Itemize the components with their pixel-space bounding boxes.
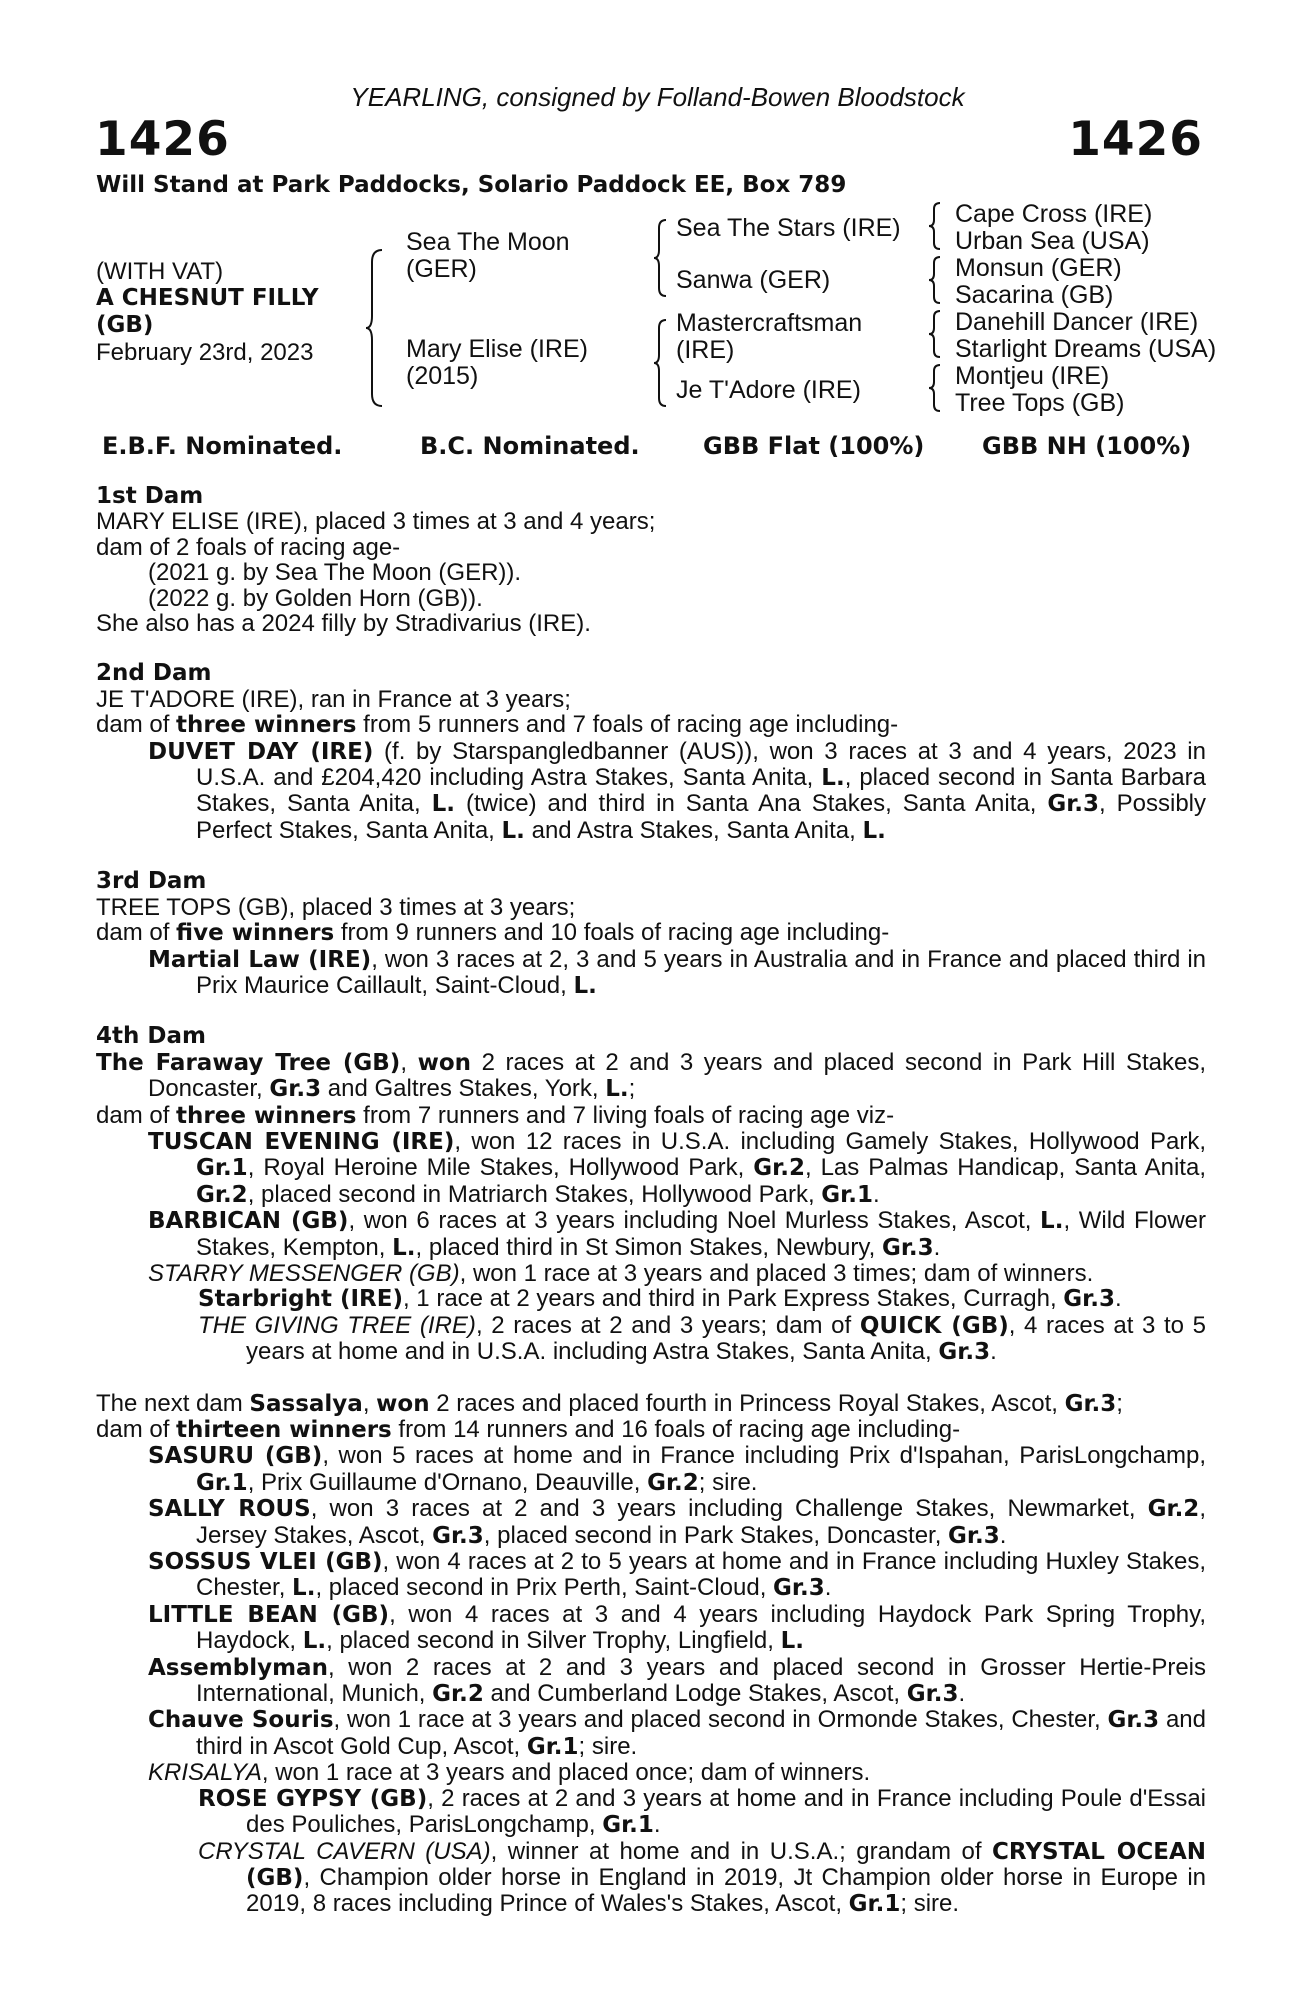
first-dam-heading: 1st Dam (96, 483, 204, 509)
pedigree-dsd: Starlight Dreams (USA) (955, 335, 1217, 363)
pedigree-dss: Danehill Dancer (IRE) (955, 308, 1199, 336)
fourth-dam-line: dam of three winners from 7 runners and 7 living foals of racing age viz- (96, 1101, 895, 1129)
third-dam-line: dam of five winners from 9 runners and 10 foals of racing age including- (96, 919, 890, 947)
progeny-entry: Starbright (IRE), 1 race at 2 years and third in Park Express Stakes, Curragh, Gr.3. (198, 1285, 1122, 1313)
sire-sire: Sea The Stars (IRE) (676, 214, 901, 242)
first-dam-foal: (2021 g. by Sea The Moon (GER)). (148, 559, 522, 587)
second-dam-heading: 2nd Dam (96, 660, 212, 687)
pedigree-sdd: Sacarina (GB) (955, 281, 1114, 309)
fourth-dam-heading: 4th Dam (96, 1023, 206, 1050)
pedigree-brace-3 (929, 309, 943, 359)
progeny-entry: Martial Law (IRE), won 3 races at 2, 3 and 5 years in Australia and in France and placed third in Prix Maurice Caillault, Saint-Cloud, L. (148, 945, 1206, 999)
progeny-entry: ROSE GYPSY (GB), 2 races at 2 and 3 years at home and in France including Poule d'Essai des Pouliches, ParisLongchamp, Gr.1. (198, 1784, 1206, 1839)
progeny-entry: CRYSTAL CAVERN (USA), winner at home and in U.S.A.; grandam of CRYSTAL OCEAN (GB), Champion older horse in England in 2019, Jt Champion older horse in Europe in 2019, 8 races including Prince of Wales's Stakes, Ascot, Gr.1; sire. (198, 1837, 1206, 1918)
first-dam-line: MARY ELISE (IRE), placed 3 times at 3 and 4 years; (96, 508, 656, 536)
pedigree-dds: Montjeu (IRE) (955, 362, 1110, 390)
bc-nomination: B.C. Nominated. (420, 432, 640, 460)
next-dam-line: dam of thirteen winners from 14 runners and 16 foals of racing age including- (96, 1416, 961, 1443)
pedigree-ssd: Urban Sea (USA) (955, 227, 1150, 255)
progeny-entry: BARBICAN (GB), won 6 races at 3 years including Noel Murless Stakes, Ascot, L., Wild Flower Stakes, Kempton, L., placed third in St Simon Stakes, Newbury, Gr.3. (148, 1207, 1207, 1261)
progeny-entry: Assemblyman, won 2 races at 2 and 3 years and placed second in Grosser Hertie-Preis International, Munich, Gr.2 and Cumberland Lodge Stakes, Ascot, Gr.3. (148, 1653, 1206, 1708)
pedigree-brace-1 (929, 201, 943, 251)
subject-country: (GB) (96, 312, 154, 338)
lot-number-left: 1426 (95, 112, 230, 167)
pedigree-brace-2 (929, 255, 943, 305)
consignment-line: YEARLING, consigned by Folland-Bowen Bloodstock (350, 82, 965, 112)
ebf-nomination: E.B.F. Nominated. (102, 432, 343, 460)
second-dam-line: JE T'ADORE (IRE), ran in France at 3 years; (96, 685, 571, 713)
fourth-dam-line: The Faraway Tree (GB), won 2 races at 2 and 3 years and placed second in Park Hill Stakes, Doncaster, Gr.3 and Galtres Stakes, York, L.; (96, 1048, 1206, 1103)
pedigree-brace-main (366, 248, 386, 408)
progeny-entry: SOSSUS VLEI (GB), won 4 races at 2 to 5 years at home and in France including Huxley Stakes, Chester, L., placed second in Prix Perth, Saint-Cloud, Gr.3. (148, 1548, 1206, 1602)
stand-location: Will Stand at Park Paddocks, Solario Paddock EE, Box 789 (96, 172, 847, 198)
progeny-entry: SASURU (GB), won 5 races at home and in France including Prix d'Ispahan, ParisLongchamp, Gr.1, Prix Guillaume d'Ornano, Deauville, Gr.2; sire. (148, 1442, 1207, 1496)
pedigree-sss: Cape Cross (IRE) (955, 200, 1153, 228)
first-dam-line: dam of 2 foals of racing age- (96, 533, 401, 561)
gbb-nh: GBB NH (100%) (982, 432, 1192, 460)
lot-number-right: 1426 (1068, 112, 1203, 167)
first-dam-foal: (2022 g. by Golden Horn (GB)). (148, 584, 483, 612)
dam-sire: Mastercraftsman (IRE) (676, 309, 863, 364)
subject-block (96, 258, 319, 366)
first-dam-line: She also has a 2024 filly by Stradivarius (IRE). (96, 610, 591, 638)
second-dam-line: dam of three winners from 5 runners and 7 foals of racing age including- (96, 711, 899, 739)
progeny-entry: SALLY ROUS, won 3 races at 2 and 3 years including Challenge Stakes, Newmarket, Gr.2, Jersey Stakes, Ascot, Gr.3, placed second in Park Stakes, Doncaster, Gr.3. (148, 1495, 1206, 1549)
pedigree-brace-4 (929, 363, 943, 413)
pedigree-sds: Monsun (GER) (955, 254, 1122, 282)
progeny-entry: Chauve Souris, won 1 race at 3 years and placed second in Ormonde Stakes, Chester, Gr.3 and third in Ascot Gold Cup, Ascot, Gr.1; sire. (148, 1706, 1206, 1760)
gbb-flat: GBB Flat (100%) (703, 432, 925, 460)
dam-record (96, 484, 1206, 1918)
pedigree-brace-dam (654, 318, 670, 408)
dam-dam: Je T'Adore (IRE) (676, 376, 861, 404)
subject-description: A CHESNUT FILLY (96, 285, 319, 311)
progeny-entry: STARRY MESSENGER (GB), won 1 race at 3 years and placed 3 times; dam of winners. (148, 1259, 1094, 1287)
next-dam-line: The next dam Sassalya, won 2 races and placed fourth in Princess Royal Stakes, Ascot, Gr.3; (96, 1389, 1123, 1417)
progeny-entry: TUSCAN EVENING (IRE), won 12 races in U.S.A. including Gamely Stakes, Hollywood Park, Gr.1, Royal Heroine Mile Stakes, Hollywood Park, Gr.2, Las Palmas Handicap, Santa Anita, Gr.2, placed second in Matriarch Stakes, Hollywood Park, Gr.1. (148, 1127, 1206, 1208)
vat-label: (WITH VAT) (96, 258, 224, 285)
pedigree-brace-sire (654, 218, 670, 298)
progeny-entry: DUVET DAY (IRE) (f. by Starspangledbanner (AUS)), won 3 races at 3 and 4 years, 2023 in U.S.A. and £204,420 including Astra Stakes, Santa Anita, L., placed second in Santa Barbara Stakes, Santa Anita, L. (twice) and third in Santa Ana Stakes, Santa Anita, Gr.3, Possibly Perfect Stakes, Santa Anita, L. and Astra Stakes, Santa Anita, L. (148, 737, 1207, 844)
third-dam-line: TREE TOPS (GB), placed 3 times at 3 years; (96, 893, 576, 921)
progeny-entry: LITTLE BEAN (GB), won 4 races at 3 and 4 years including Haydock Park Spring Trophy, Haydock, L., placed second in Silver Trophy, Lingfield, L. (148, 1600, 1206, 1655)
foaled-date: February 23rd, 2023 (96, 339, 314, 366)
third-dam-heading: 3rd Dam (96, 868, 207, 895)
sire-name: Sea The Moon (GER) (406, 228, 570, 283)
dam-name: Mary Elise (IRE) (2015) (406, 335, 588, 390)
sire-dam: Sanwa (GER) (676, 266, 831, 294)
progeny-entry: THE GIVING TREE (IRE), 2 races at 2 and 3 years; dam of QUICK (GB), 4 races at 3 to 5 years at home and in U.S.A. including Astra Stakes, Santa Anita, Gr.3. (198, 1311, 1207, 1366)
pedigree-ddd: Tree Tops (GB) (955, 389, 1125, 417)
progeny-entry: KRISALYA, won 1 race at 3 years and placed once; dam of winners. (148, 1759, 871, 1787)
